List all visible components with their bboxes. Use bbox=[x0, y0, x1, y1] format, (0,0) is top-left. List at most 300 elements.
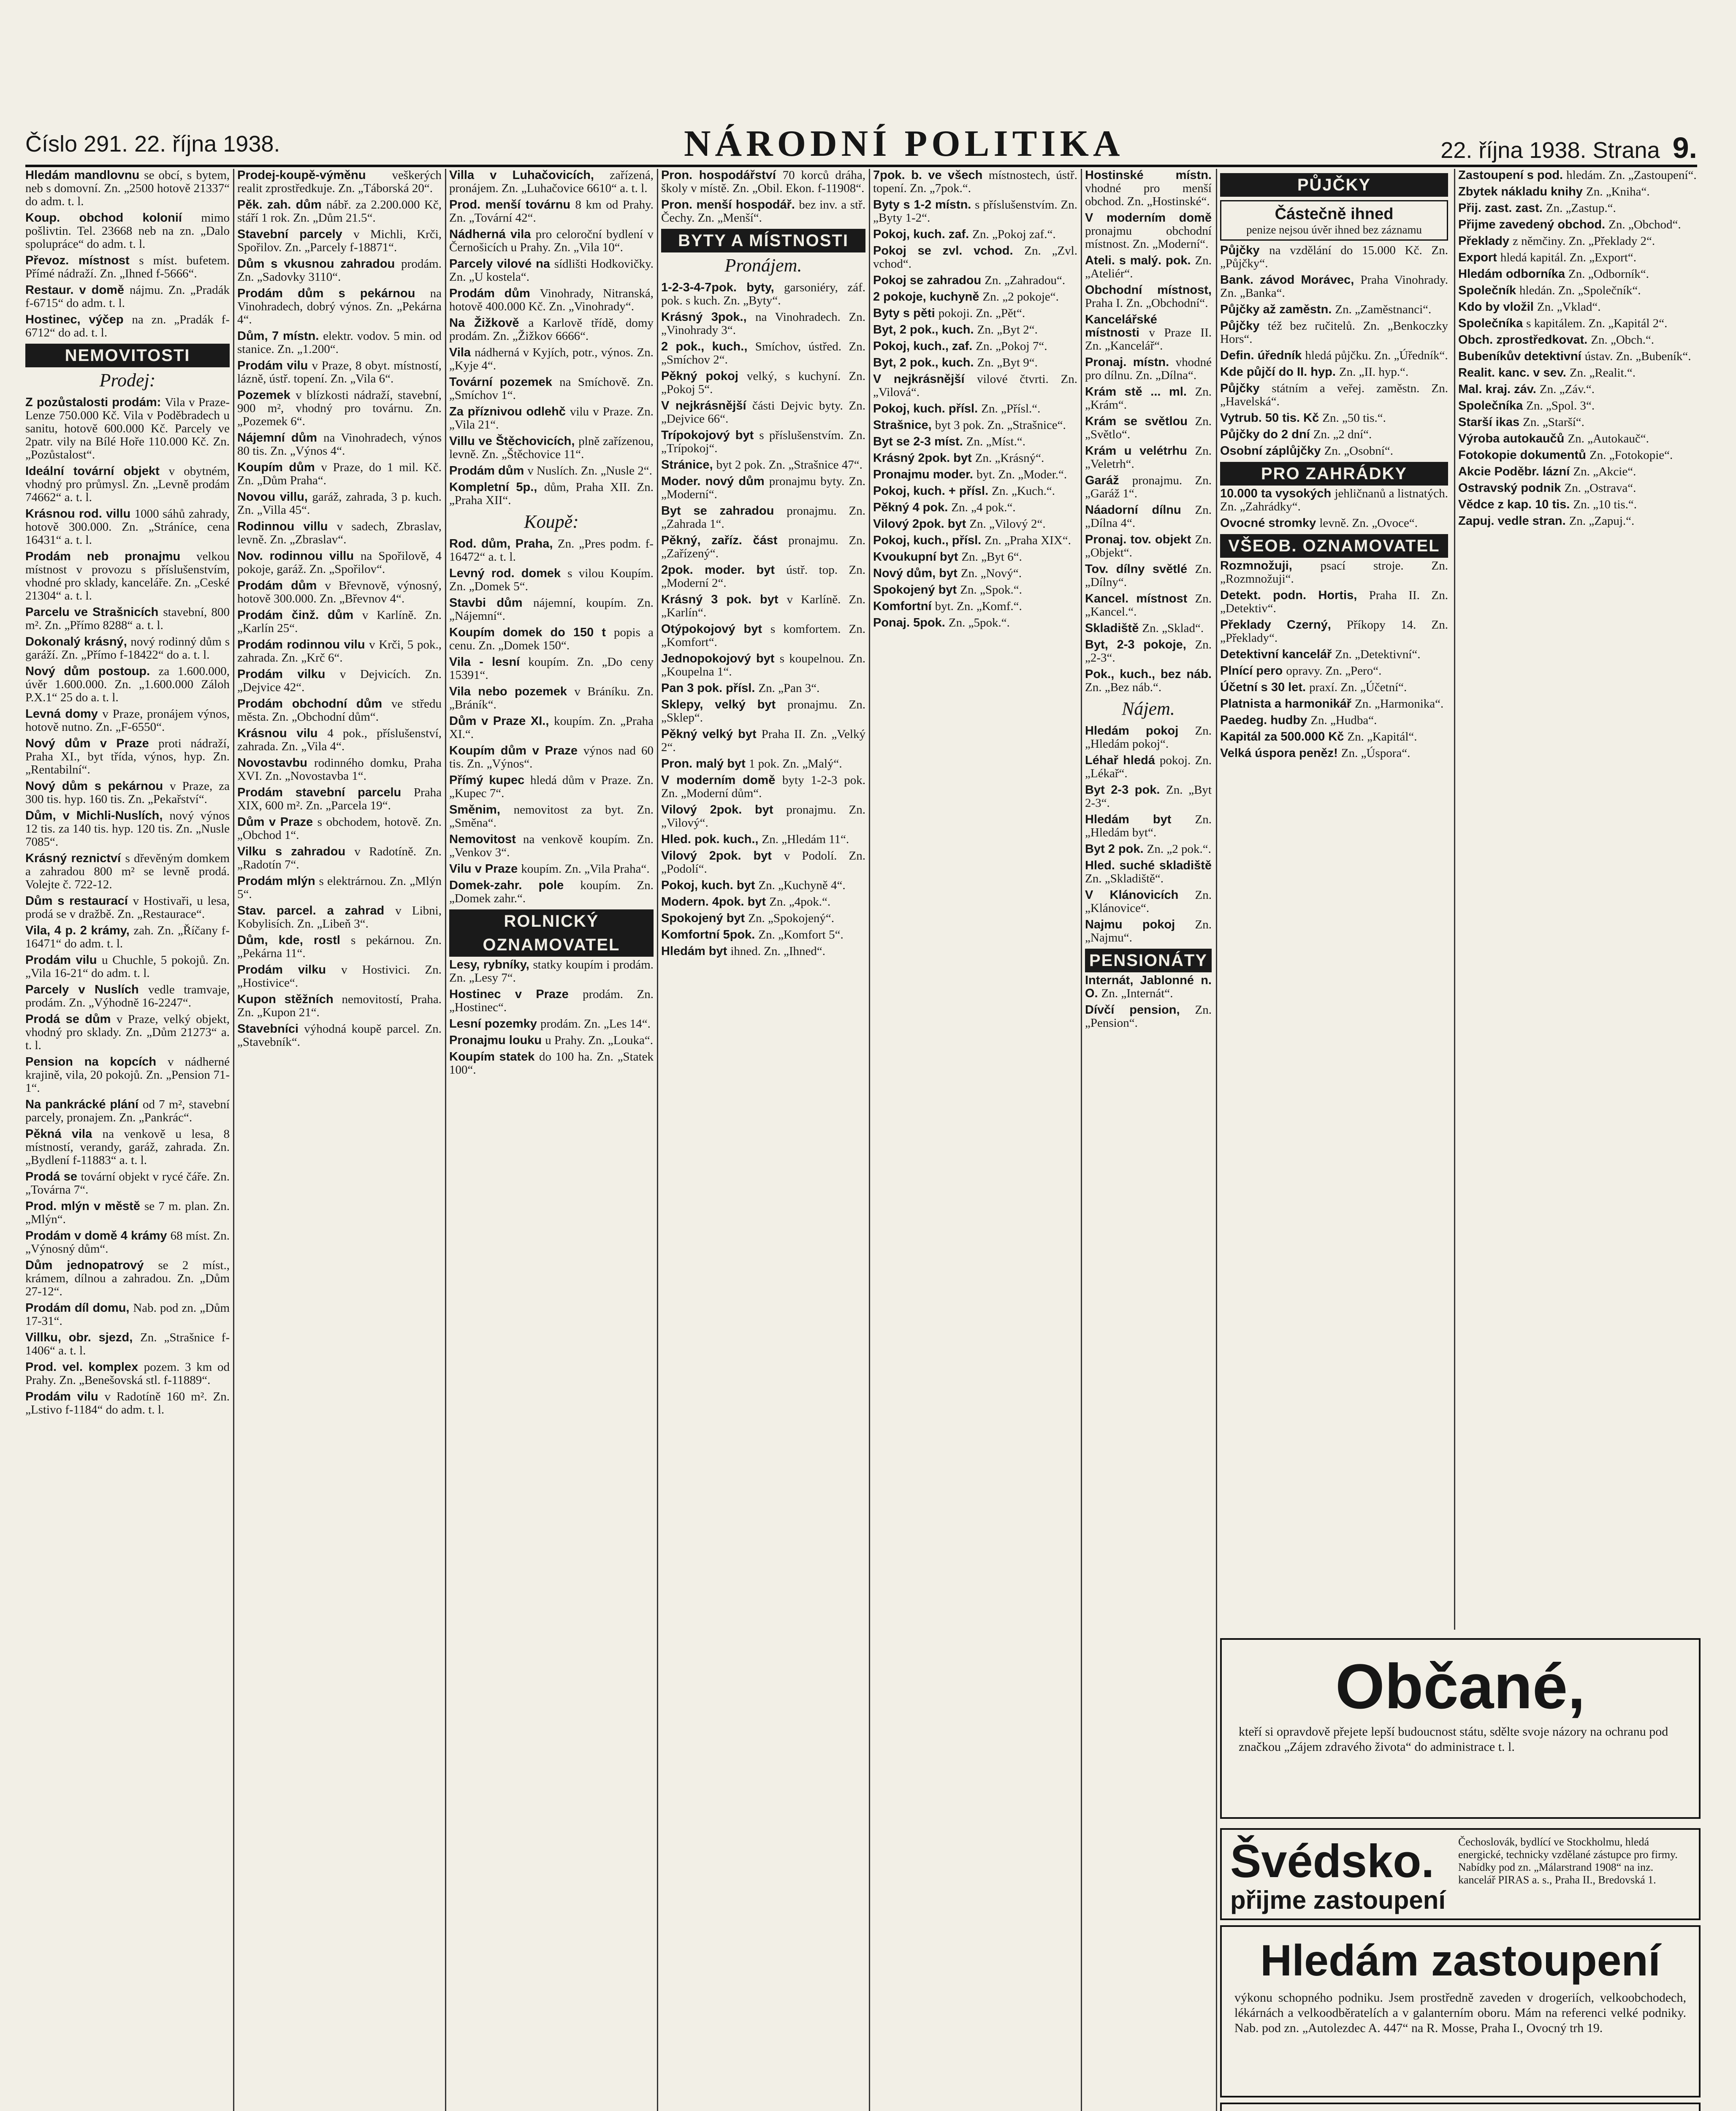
col4-ads2 bbox=[661, 281, 865, 958]
classified-ad bbox=[25, 1056, 230, 1095]
classified-ad bbox=[1085, 474, 1212, 500]
section-prodej: Prodej: bbox=[99, 370, 156, 391]
classified-ad-heading: Pron. menší hospodář. bbox=[661, 198, 799, 212]
classified-ad bbox=[661, 623, 865, 649]
classified-ad-text: sídlišti Hodkovičky. Zn. „U kostela“. bbox=[449, 257, 654, 284]
classified-ad bbox=[449, 405, 654, 431]
classified-ad bbox=[1458, 235, 1697, 248]
classified-ad bbox=[661, 429, 865, 455]
classified-ad-text: v Hostivici. Zn. „Hostivice“. bbox=[237, 963, 442, 990]
classified-ad-text: s příslušenstvím. Zn. „Byty 1-2“. bbox=[873, 198, 1077, 225]
classified-ad-heading: Léhař hledá bbox=[1085, 754, 1160, 767]
classified-ad bbox=[1220, 349, 1448, 362]
classified-ad-text: koupím. Zn. „Do ceny 15391“. bbox=[449, 655, 654, 682]
classified-ad bbox=[1085, 784, 1212, 810]
column-rule bbox=[657, 169, 658, 2111]
col3-ads2 bbox=[449, 537, 654, 905]
classified-ad bbox=[237, 845, 442, 871]
classified-ad bbox=[237, 697, 442, 724]
classified-ad-text: 1 pok. Zn. „Malý“. bbox=[749, 757, 842, 771]
classified-ad bbox=[449, 685, 654, 711]
classified-ad bbox=[25, 284, 230, 310]
classified-ad bbox=[873, 307, 1077, 320]
classified-ad bbox=[449, 346, 654, 372]
ad-hledam-body: výkonu schopného podniku. Jsem prostředně zaveden v drogeriích, velkoobchodech, lékárnách a velkoodběratelích a v galanterním oboru. Mám na referenci velké podniky. Nab. pod zn. „Autolezdec A. 447“ na R. Mosse, Praha I., Ovocný trh 19. bbox=[1234, 1991, 1686, 2035]
classified-ad bbox=[1220, 366, 1448, 379]
classified-ad-heading: Jednopokojový byt bbox=[661, 652, 780, 665]
classified-ad bbox=[661, 399, 865, 426]
classified-ad bbox=[237, 198, 442, 225]
classified-ad-heading: Zbytek nákladu knihy bbox=[1458, 185, 1586, 198]
classified-ad-heading: Půjčky bbox=[1220, 244, 1269, 257]
classified-ad bbox=[661, 340, 865, 366]
classified-ad-heading: Hostinské místn. bbox=[1085, 169, 1212, 182]
classified-ad bbox=[1085, 504, 1212, 530]
classified-ad-heading: Dům s vkusnou zahradou bbox=[237, 257, 401, 271]
classified-ad bbox=[449, 537, 654, 564]
classified-ad-text: v Praze, do 1 mil. Kč. Zn. „Dům Praha“. bbox=[237, 461, 442, 487]
classified-ad-text: v obytném, vhodný pro průmysl. Zn. „Levně prodám 74662“ a. t. l. bbox=[25, 464, 230, 504]
classified-ad-text: s příslušenstvím. Zn. „Trípokoj“. bbox=[661, 429, 865, 455]
classified-ad bbox=[237, 330, 442, 356]
classified-ad-text: nový rodinný dům s garáží. Zn. „Přímo f-18422“ do a. t. l. bbox=[25, 635, 230, 662]
classified-ad-text: na Spořilově, 4 pokoje, garáž. Zn. „Spořilov“. bbox=[237, 549, 442, 576]
classified-ad bbox=[1220, 517, 1448, 530]
classified-ad-heading: Kancel. místnost bbox=[1085, 592, 1195, 605]
classified-ad-text: do 100 ha. Zn. „Statek 100“. bbox=[449, 1050, 654, 1077]
classified-ad bbox=[1220, 697, 1448, 711]
classified-ad-heading: Koupím dům v Praze bbox=[449, 744, 583, 757]
classified-ad-heading: Prodám vilku bbox=[237, 667, 340, 681]
classified-ad-text: bez inv. a stř. Čechy. Zn. „Menší“. bbox=[661, 198, 865, 225]
classified-ad-heading: Strašnice, bbox=[873, 418, 935, 432]
classified-ad-text: koupím. Zn. „Vila Praha“. bbox=[521, 862, 650, 876]
classified-ad-text: na vzdělání do 15.000 Kč. Zn. „Půjčky“. bbox=[1220, 244, 1448, 270]
classified-ad-heading: Dokonalý krásný, bbox=[25, 635, 131, 648]
classified-ad bbox=[25, 606, 230, 632]
classified-ad-text: Zn. „Praha XIX“. bbox=[985, 534, 1071, 547]
classified-ad-heading: Nový dům v Praze bbox=[25, 737, 159, 750]
classified-ad-text: Zn. „Sklad“. bbox=[1142, 621, 1204, 635]
classified-ad-heading: Stránice, bbox=[661, 458, 716, 472]
classified-ad-heading: 2 pokoje, kuchyně bbox=[873, 290, 983, 304]
classified-ad-text: psací stroje. Zn. „Rozmnožuji“. bbox=[1220, 559, 1448, 586]
classified-ad bbox=[1220, 714, 1448, 727]
classified-ad-text: na venkově u lesa, 8 místností, verandy, garáž, zahrada. Zn. „Bydlení f-11883“ a. t. l. bbox=[25, 1127, 230, 1167]
classified-ad bbox=[1458, 366, 1697, 380]
classified-ad-heading: Krásný 3pok., bbox=[661, 310, 756, 324]
classified-ad bbox=[661, 281, 865, 307]
classified-ad bbox=[1458, 416, 1697, 429]
classified-ad-heading: Pronaj. místn. bbox=[1085, 355, 1176, 369]
classified-ad-text: pronajmu. Zn. „Sklep“. bbox=[661, 698, 865, 724]
classified-ad-text: a Karlově třídě, domy prodám. Zn. „Žižkov 6666“. bbox=[449, 316, 654, 343]
classified-ad bbox=[25, 1259, 230, 1298]
classified-ad-heading: Překlady bbox=[1458, 234, 1513, 248]
classified-ad bbox=[873, 228, 1077, 241]
classified-ad-heading: Hledám odborníka bbox=[1458, 267, 1569, 281]
col5-ads bbox=[873, 169, 1077, 630]
classified-ad-text: prodám. Zn. „Les 14“. bbox=[540, 1017, 651, 1031]
classified-ad-heading: Koupím domek do 150 t bbox=[449, 626, 614, 639]
classified-ad-text: 4 pok., příslušenství, zahrada. Zn. „Vila 4“. bbox=[237, 727, 442, 753]
col7-ads bbox=[1220, 244, 1448, 458]
classified-ad bbox=[661, 912, 865, 925]
classified-ad-heading: Dům, 7 místn. bbox=[237, 329, 323, 343]
classified-ad-text: 70 korců dráha, školy v místě. Zn. „Obil. Ekon. f-11908“. bbox=[661, 169, 865, 195]
classified-ad bbox=[661, 757, 865, 771]
classified-ad bbox=[1220, 244, 1448, 270]
classified-ad-text: v Břevnově, výnosný, hotově 300.000. Zn. „Břevnov 4“. bbox=[237, 579, 442, 605]
classified-ad bbox=[25, 313, 230, 339]
classified-ad bbox=[449, 376, 654, 402]
classified-ad bbox=[873, 600, 1077, 613]
classified-ad bbox=[1458, 449, 1697, 462]
ad-svedsko-subtitle: přijme zastoupení bbox=[1230, 1886, 1446, 1914]
classified-ad-text: Zn. „Osobní“. bbox=[1324, 444, 1394, 458]
classified-ad-text: Zn. „5pok.“. bbox=[948, 616, 1010, 630]
classified-ad-text: v Libni, Kobylisích. Zn. „Libeň 3“. bbox=[237, 904, 442, 931]
classified-ad-heading: Vila, 4 p. 2 krámy, bbox=[25, 924, 134, 937]
classified-ad-text: Zn. „Spokojený“. bbox=[748, 912, 835, 925]
classified-ad bbox=[1085, 889, 1212, 915]
classified-ad-heading: Nájemní dům bbox=[237, 431, 324, 445]
classified-ad-text: výhodná koupě parcel. Zn. „Stavebník“. bbox=[237, 1022, 442, 1049]
classified-ad bbox=[449, 1018, 654, 1031]
classified-ad-heading: Ideální tovární objekt bbox=[25, 464, 169, 478]
classified-ad-text: Zn. „Zapuj.“. bbox=[1569, 514, 1635, 528]
classified-ad-heading: Stavbi dům bbox=[449, 596, 533, 610]
classified-ad bbox=[25, 708, 230, 734]
classified-ad-text: Praha I. Zn. „Obchodní“. bbox=[1085, 296, 1208, 310]
classified-ad-heading: Zastoupení s pod. bbox=[1458, 169, 1567, 182]
classified-ad-heading: Pozemek bbox=[237, 388, 296, 402]
classified-ad-text: vilové čtvrti. Zn. „Vilová“. bbox=[873, 372, 1077, 399]
classified-ad bbox=[1220, 274, 1448, 300]
classified-ad-heading: Koupím dům bbox=[237, 461, 321, 474]
classified-ad-heading: Najmu pokoj bbox=[1085, 918, 1195, 931]
classified-ad-text: Praha II. Zn. „Velký 2“. bbox=[661, 727, 865, 754]
classified-ad-heading: Rozmnožuji, bbox=[1220, 559, 1321, 573]
classified-ad-heading: Byt se 2-3 míst. bbox=[873, 435, 966, 448]
classified-ad bbox=[661, 879, 865, 892]
classified-ad bbox=[1220, 487, 1448, 513]
classified-ad bbox=[237, 359, 442, 385]
classified-ad-text: se 2 míst., krámem, dílnou a zahradou. Zn. „Dům 27-12“. bbox=[25, 1259, 230, 1298]
classified-ad-heading: Krásný 3 pok. byt bbox=[661, 593, 787, 606]
classified-ad bbox=[1458, 268, 1697, 281]
classified-ad-text: dům, Praha XII. Zn. „Praha XII“. bbox=[449, 480, 654, 507]
classified-ad-text: Zn. „10 tis.“. bbox=[1573, 498, 1637, 511]
classified-ad-heading: Pokoj se zvl. vchod. bbox=[873, 244, 1025, 258]
classified-ad-heading: Bubeníkův detektivní bbox=[1458, 350, 1585, 363]
classified-ad bbox=[1458, 202, 1697, 215]
classified-ad-text: rodinného domku, Praha XVI. Zn. „Novostavba 1“. bbox=[237, 756, 442, 783]
classified-ad-heading: Pěkná vila bbox=[25, 1127, 103, 1141]
classified-ad-text: hledám. Zn. „Zastoupení“. bbox=[1566, 169, 1697, 182]
classified-ad bbox=[661, 774, 865, 800]
classified-ad-heading: Vilový 2pok. byt bbox=[661, 803, 787, 817]
classified-ad bbox=[449, 1034, 654, 1047]
column-2 bbox=[237, 169, 442, 2111]
classified-ad-heading: Dům jednopatrový bbox=[25, 1259, 158, 1272]
classified-ad-heading: Vytrub. 50 tis. Kč bbox=[1220, 411, 1323, 425]
classified-ad-text: Zn. „Veletrh“. bbox=[1085, 444, 1212, 471]
classified-ad-text: mimo pošlivtin. Tel. 23668 neb na zn. „Dalo spolupráce“ do adm. t. l. bbox=[25, 211, 230, 251]
classified-ad-heading: Na Žižkově bbox=[449, 316, 529, 330]
classified-ad bbox=[1085, 813, 1212, 839]
classified-ad-text: ústř. top. Zn. „Moderní 2“. bbox=[661, 563, 865, 590]
classified-ad-heading: Výroba autokaučů bbox=[1458, 432, 1568, 445]
classified-ad-heading: Dům, kde, rostl bbox=[237, 933, 351, 947]
classified-ad-text: popis a cenu. Zn. „Domek 150“. bbox=[449, 626, 654, 652]
classified-ad bbox=[1085, 254, 1212, 280]
date-page bbox=[1440, 131, 1697, 165]
classified-ad-heading: Osobní záplůjčky bbox=[1220, 444, 1324, 458]
classified-ad-heading: Prodám dům bbox=[449, 287, 540, 300]
classified-ad-text: vhodné pro dílnu. Zn. „Dílna“. bbox=[1085, 355, 1212, 382]
column-1 bbox=[25, 169, 230, 2111]
classified-ad bbox=[449, 715, 654, 741]
classified-ad-text: za 1.600.000, úvěr 1.600.000. Zn. „1.600.000 Záloh P.X.1“ 25 do a. t. l. bbox=[25, 665, 230, 704]
classified-ad bbox=[449, 1050, 654, 1077]
classified-ad-text: s koupelnou. Zn. „Koupelna 1“. bbox=[661, 652, 865, 678]
classified-ad-text: Zn. „Byt 6“. bbox=[961, 550, 1022, 564]
classified-ad-text: pozem. 3 km od Prahy. Zn. „Benešovská stl. f-11889“. bbox=[25, 1360, 230, 1387]
classified-ad-text: byt 3 pok. Zn. „Strašnice“. bbox=[935, 418, 1066, 432]
classified-ad-heading: Hostinec, výčep bbox=[25, 313, 132, 326]
classified-ad-heading: Pokoj, kuch. zaf. bbox=[873, 228, 973, 241]
classified-ad bbox=[237, 258, 442, 284]
classified-ad-heading: Lesy, rybníky, bbox=[449, 958, 533, 971]
ad-obcane-title: Občané, bbox=[1335, 1651, 1585, 1722]
classified-ad bbox=[1220, 303, 1448, 316]
classified-ad-heading: V nejkrásnější bbox=[873, 372, 977, 386]
classified-ad-text: Zn. „Hledám byt“. bbox=[1085, 813, 1212, 839]
classified-ad bbox=[25, 169, 230, 208]
section-vseob: VŠEOB. OZNAMOVATEL bbox=[1220, 534, 1448, 558]
classified-ad-text: nemovitostí, Praha. Zn. „Kupon 21“. bbox=[237, 993, 442, 1019]
classified-ad bbox=[1458, 185, 1697, 198]
classified-ad-heading: Pěkný pokoj bbox=[661, 369, 747, 383]
classified-ad-text: Zn. „Krám“. bbox=[1085, 385, 1212, 412]
classified-ad-heading: Prodám v domě 4 krámy bbox=[25, 1229, 171, 1243]
classified-ad-heading: Prodám vilu bbox=[237, 359, 312, 372]
classified-ad-heading: Vilový 2pok. byt bbox=[661, 849, 784, 863]
classified-ad-heading: Krásný 2pok. byt bbox=[873, 451, 975, 465]
classified-ad-text: Zn. „2 dní“. bbox=[1313, 428, 1372, 441]
classified-ad-heading: Byty s 1-2 místn. bbox=[873, 198, 975, 212]
column-rule bbox=[1216, 169, 1217, 2111]
classified-ad-text: Zn. „Pokoj 7“. bbox=[976, 339, 1047, 353]
classified-ad-heading: Rod. dům, Praha, bbox=[449, 537, 558, 551]
classified-ad-text: velkou místnost v provozu s příslušenstvím, vhodné pro sklady, kanceláře. Zn. „Ceské 21304“ a. t. l. bbox=[25, 550, 230, 602]
ad-obcane bbox=[1220, 1638, 1701, 1819]
classified-ad bbox=[873, 551, 1077, 564]
classified-ad-heading: Bank. závod Morávec, bbox=[1220, 273, 1361, 287]
classified-ad bbox=[25, 924, 230, 950]
classified-ad-text: levně. Zn. „Ovoce“. bbox=[1319, 516, 1418, 530]
classified-ad bbox=[25, 396, 230, 461]
classified-ad-text: v sadech, Zbraslav, levně. Zn. „Zbraslav“. bbox=[237, 520, 442, 546]
classified-ad-heading: Mal. kraj. záv. bbox=[1458, 383, 1540, 396]
classified-ad-heading: Krásnou rod. villu bbox=[25, 507, 135, 521]
classified-ad-text: Zn. „Nový“. bbox=[960, 567, 1022, 580]
classified-ad bbox=[661, 593, 865, 619]
classified-ad-text: Zn. „Dílna 4“. bbox=[1085, 503, 1212, 530]
classified-ad-heading: Překlady Czerný, bbox=[1220, 618, 1347, 632]
classified-ad bbox=[449, 567, 654, 593]
classified-ad-text: pokoji. Zn. „Pět“. bbox=[938, 307, 1025, 320]
classified-ad-heading: Přímý kupec bbox=[449, 773, 531, 787]
classified-ad-heading: V moderním domě bbox=[1085, 211, 1212, 225]
classified-ad-text: hledán. Zn. „Společník“. bbox=[1519, 284, 1641, 297]
classified-ad-text: s vilou Koupím. Zn. „Domek 5“. bbox=[449, 567, 654, 593]
column-rule bbox=[1081, 169, 1082, 2111]
classified-ad-heading: Kdo by vložil bbox=[1458, 300, 1537, 314]
classified-ad bbox=[25, 1200, 230, 1226]
classified-ad bbox=[873, 169, 1077, 195]
classified-ad bbox=[237, 287, 442, 326]
classified-ad bbox=[1220, 412, 1448, 425]
classified-ad-heading: Parcelu ve Strašnicích bbox=[25, 605, 163, 619]
classified-ad-text: na venkově koupím. Zn. „Venkov 3“. bbox=[449, 833, 654, 859]
classified-ad-text: Zn. „Obch.“. bbox=[1591, 333, 1655, 347]
classified-ad bbox=[237, 816, 442, 842]
classified-ad-text: Zn. „Fotokopie“. bbox=[1589, 448, 1673, 462]
classified-ad-text: části Dejvic byty. Zn. „Dejvice 66“. bbox=[661, 399, 865, 426]
classified-ad-heading: Kancelářské místnosti bbox=[1085, 313, 1157, 339]
classified-ad-text: Zn. „Obchod“. bbox=[1609, 218, 1681, 231]
classified-ad-heading: Nový dům s pekárnou bbox=[25, 779, 170, 793]
classified-ad-text: u Chuchle, 5 pokojů. Zn. „Vila 16-21“ do adm. t. l. bbox=[25, 953, 230, 980]
classified-ad-text: Vila v Praze-Lenze 750.000 Kč. Vila v Poděbradech u sanitu, hotově 600.000 Kč. Parcely ve 2patr. vily na Bílé Hoře 110.000 Kč. Zn. „Pozůstalost“. bbox=[25, 396, 230, 461]
classified-ad-heading: Vila - lesní bbox=[449, 655, 529, 669]
classified-ad bbox=[449, 481, 654, 507]
page-number: 9. bbox=[1672, 131, 1697, 164]
classified-ad bbox=[237, 520, 442, 546]
classified-ad-heading: Restaur. v domě bbox=[25, 283, 130, 297]
classified-ad bbox=[1085, 974, 1212, 1000]
classified-ad-heading: Plnící pero bbox=[1220, 664, 1286, 678]
classified-ad bbox=[661, 682, 865, 695]
classified-ad-text: v blízkosti nádraží, stavební, 900 m², vhodný pro továrnu. Zn. „Pozemek 6“. bbox=[237, 388, 442, 428]
classified-ad-text: Zn. „II. hyp.“. bbox=[1339, 365, 1409, 379]
classified-ad bbox=[25, 1098, 230, 1124]
classified-ad-heading: Pěkný 4 pok. bbox=[873, 501, 952, 514]
classified-ad bbox=[1458, 515, 1697, 528]
classified-ad bbox=[1085, 169, 1212, 208]
classified-ad bbox=[1085, 843, 1212, 856]
classified-ad bbox=[873, 452, 1077, 465]
classified-ad bbox=[873, 373, 1077, 399]
column-4 bbox=[661, 169, 865, 2111]
classified-ad-heading: Realit. kanc. v sev. bbox=[1458, 366, 1570, 380]
classified-ad bbox=[873, 419, 1077, 432]
classified-ad-text: prodám. Zn. „Hostinec“. bbox=[449, 988, 654, 1014]
classified-ad-heading: Tov. dílny světlé bbox=[1085, 562, 1195, 576]
classified-ad bbox=[1085, 622, 1212, 635]
ad-svedsko bbox=[1220, 1828, 1701, 1920]
classified-ad-heading: 2 pok., kuch., bbox=[661, 340, 755, 353]
classified-ad-heading: Vilu v Praze bbox=[449, 862, 521, 876]
classified-ad bbox=[661, 475, 865, 501]
classified-ad-heading: Byt, 2 pok., kuch. bbox=[873, 323, 977, 336]
classified-ad-heading: Detekt. podn. Hortis, bbox=[1220, 589, 1369, 602]
classified-ad bbox=[25, 1331, 230, 1357]
classified-ad-heading: Koupím statek bbox=[449, 1050, 539, 1064]
classified-ad-text: v Praze II. Zn. „Kancelář“. bbox=[1085, 326, 1212, 353]
classified-ad bbox=[1220, 445, 1448, 458]
classified-ad bbox=[1085, 918, 1212, 944]
classified-ad-heading: Villku, obr. sjezd, bbox=[25, 1331, 141, 1344]
classified-ad-text: Zn. „Hledám pokoj“. bbox=[1085, 724, 1212, 751]
classified-ad-text: též bez ručitelů. Zn. „Benkoczky Hors“. bbox=[1220, 319, 1448, 346]
classified-ad bbox=[449, 656, 654, 682]
classified-ad-heading: Nový dům, byt bbox=[873, 567, 961, 580]
classified-ad bbox=[661, 198, 865, 225]
classified-ad-text: Zn. „Hudba“. bbox=[1310, 714, 1377, 727]
newspaper-title: NÁRODNÍ POLITIKA bbox=[684, 123, 1124, 164]
classified-ad-heading: Hledám byt bbox=[1085, 813, 1195, 826]
pujcky-box-title: Částečně ihned bbox=[1275, 205, 1394, 223]
classified-ad-heading: Prodám rodinnou vilu bbox=[237, 638, 369, 651]
column-8 bbox=[1458, 169, 1697, 1630]
classified-ad bbox=[1085, 724, 1212, 751]
classified-ad bbox=[237, 1023, 442, 1049]
classified-ad-heading: Prodám dům bbox=[449, 464, 528, 478]
classified-ad-heading: Vědce z kap. 10 tis. bbox=[1458, 498, 1573, 511]
classified-ad bbox=[1085, 638, 1212, 665]
classified-ad bbox=[1458, 218, 1697, 231]
classified-ad-text: praxí. Zn. „Účetní“. bbox=[1309, 681, 1407, 694]
column-7 bbox=[1220, 169, 1448, 1630]
classified-ad bbox=[1458, 317, 1697, 330]
classified-ad bbox=[873, 290, 1077, 304]
classified-ad bbox=[1085, 415, 1212, 441]
pujcky-box bbox=[1220, 200, 1448, 241]
classified-ad-text: na Smíchově. Zn. „Smíchov 1“. bbox=[449, 375, 654, 402]
classified-ad-text: Zn. „Odborník“. bbox=[1568, 267, 1649, 281]
classified-ad-heading: Komfortní bbox=[873, 600, 935, 613]
classified-ad-text: byty 1-2-3 pok. Zn. „Moderní dům“. bbox=[661, 773, 865, 800]
classified-ad-heading: V moderním domě bbox=[661, 773, 783, 787]
classified-ad bbox=[1458, 251, 1697, 264]
section-pensionaty: PENSIONÁTY bbox=[1085, 949, 1212, 972]
classified-ad bbox=[1458, 482, 1697, 495]
classified-ad-text: Zn. „Strašnice f-1406“ a. t. l. bbox=[25, 1331, 230, 1357]
classified-ad-heading: Dům s restaurací bbox=[25, 894, 133, 908]
classified-ad-heading: Parcely vilové na bbox=[449, 257, 554, 271]
masthead bbox=[25, 118, 1697, 167]
classified-ad bbox=[237, 757, 442, 783]
classified-ad-text: nemovitost za byt. Zn. „Směna“. bbox=[449, 803, 654, 830]
classified-ad-text: garáž, zahrada, 3 p. kuch. Zn. „Villa 45“. bbox=[237, 490, 442, 517]
classified-ad-heading: Platnista a harmonikář bbox=[1220, 697, 1355, 711]
classified-ad-heading: Krám u velétrhu bbox=[1085, 444, 1195, 458]
classified-ad-heading: Hledám pokoj bbox=[1085, 724, 1195, 738]
classified-ad-heading: 1-2-3-4-7pok. byty, bbox=[661, 281, 784, 294]
classified-ad-heading: Export bbox=[1458, 251, 1500, 264]
classified-ad-heading: Domek-zahr. pole bbox=[449, 879, 580, 892]
classified-ad bbox=[449, 287, 654, 313]
classified-ad-text: Zn. „Kancel.“. bbox=[1085, 592, 1212, 619]
classified-ad-heading: Půjčky do 2 dní bbox=[1220, 428, 1313, 441]
classified-ad bbox=[25, 1361, 230, 1387]
classified-ad-text: vilu v Praze. Zn. „Vila 21“. bbox=[449, 405, 654, 431]
classified-ad bbox=[873, 518, 1077, 531]
classified-ad-text: Zn. „Byt 2“. bbox=[977, 323, 1038, 336]
